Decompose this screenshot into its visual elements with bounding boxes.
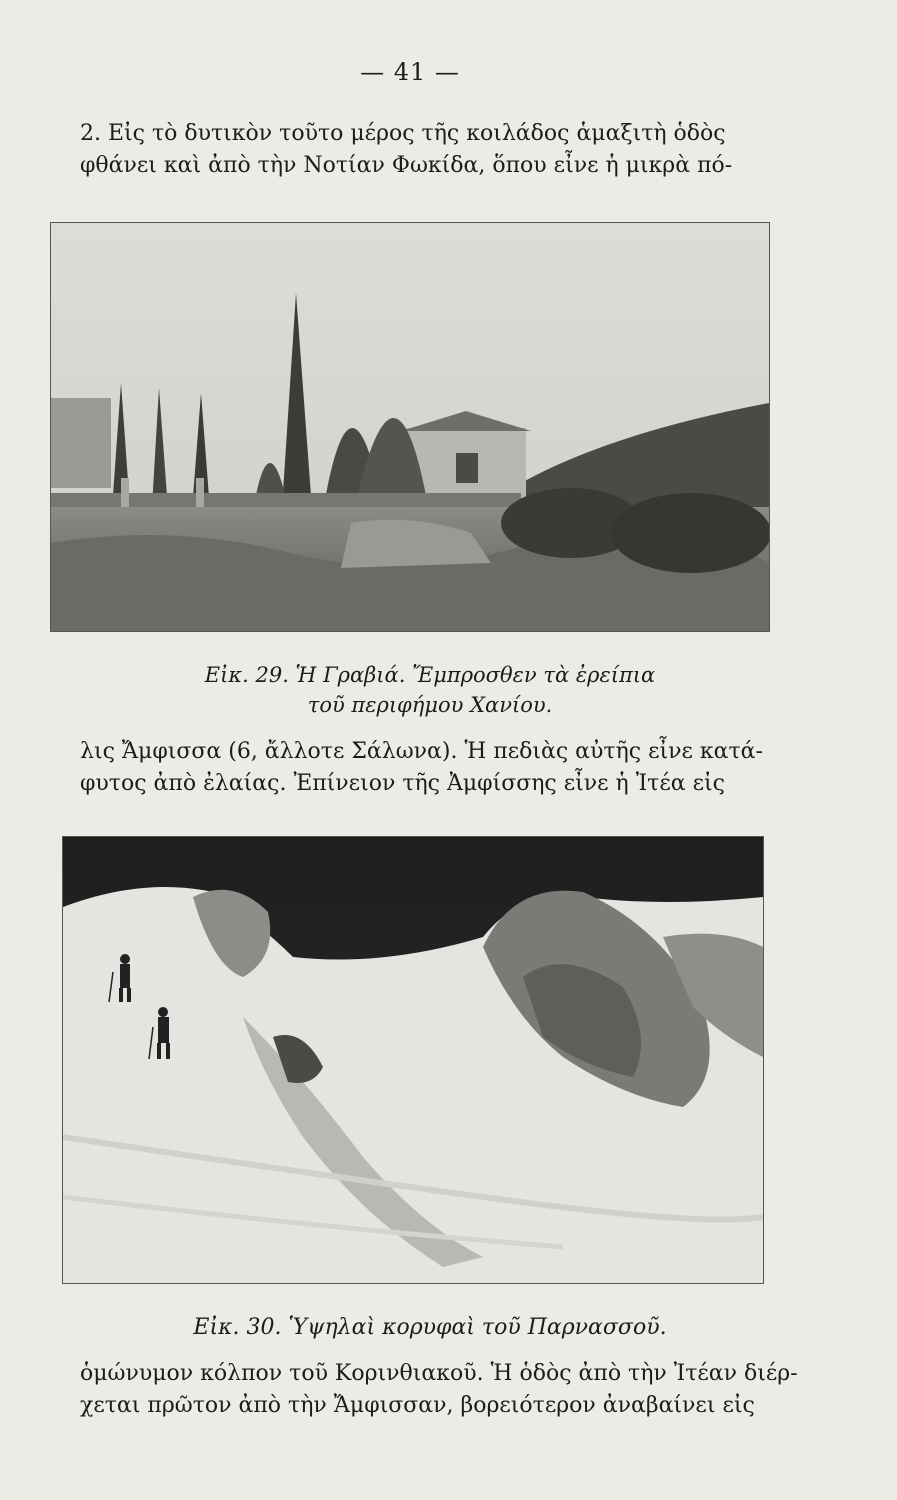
text-line: ὁμώνυμον κόλπον τοῦ Κορινθιακοῦ. Ἡ ὁδὸς ἀπὸ τὴν Ἰτέαν διέρ-: [80, 1361, 798, 1386]
text-line: χεται πρῶτον ἀπὸ τὴν Ἄμφισσαν, βορειότερον ἀναβαίνει εἰς: [80, 1393, 755, 1418]
caption-line: Εἰκ. 29. Ἡ Γραβιά. Ἔμπροσθεν τὰ ἐρείπια: [204, 663, 656, 687]
paragraph-top: [80, 118, 780, 182]
paragraph-bottom: [80, 1358, 798, 1422]
photo-gravia: [50, 222, 770, 632]
paragraph-middle: [80, 736, 780, 800]
photo-parnassus: [62, 836, 764, 1284]
text-line: λις Ἄμφισσα (6, ἄλλοτε Σάλωνα). Ἡ πεδιὰς αὐτῆς εἶνε κατά-: [80, 739, 763, 764]
page-number: — 41 —: [360, 58, 460, 86]
photo-parnassus-drawing: [63, 837, 763, 1283]
text-line: 2. Εἰς τὸ δυτικὸν τοῦτο μέρος τῆς κοιλάδος ἁμαξιτὴ ὁδὸς: [80, 121, 726, 146]
caption-line: τοῦ περιφήμου Χανίου.: [307, 693, 553, 717]
figure-30-caption: Εἰκ. 30. Ὑψηλαὶ κορυφαὶ τοῦ Παρνασσοῦ.: [193, 1315, 667, 1340]
figure-29-caption: [80, 660, 780, 720]
text-line: φθάνει καὶ ἀπὸ τὴν Νοτίαν Φωκίδα, ὅπου εἶνε ἡ μικρὰ πό-: [80, 153, 733, 178]
text-line: φυτος ἀπὸ ἐλαίας. Ἐπίνειον τῆς Ἀμφίσσης εἶνε ἡ Ἰτέα εἰς: [80, 771, 725, 796]
photo-gravia-drawing: [51, 223, 769, 631]
